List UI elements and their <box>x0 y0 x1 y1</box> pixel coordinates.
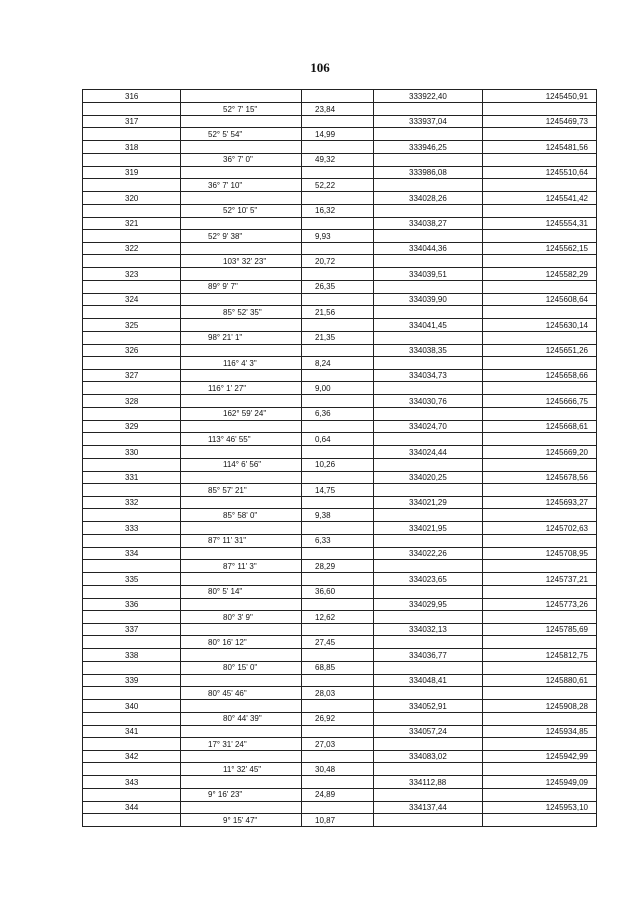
row-divider <box>83 242 596 243</box>
row-divider <box>83 712 596 713</box>
coordinate-x: 334021,95 <box>409 523 447 533</box>
coordinate-y: 1245481,56 <box>545 142 588 152</box>
row-divider <box>83 178 596 179</box>
row-divider <box>83 788 596 789</box>
segment-distance: 10,26 <box>315 460 336 470</box>
point-number: 331 <box>125 473 139 482</box>
bearing-angle: 103° 32' 23" <box>223 256 267 266</box>
row-divider <box>83 191 596 192</box>
row-divider <box>83 115 596 116</box>
coordinate-x: 334038,35 <box>409 346 447 355</box>
bearing-angle: 80° 16' 12" <box>208 637 247 647</box>
coordinate-x: 334112,88 <box>409 777 447 787</box>
row-divider <box>83 356 596 357</box>
coordinate-x: 334038,27 <box>409 219 447 228</box>
coordinate-x: 334057,24 <box>409 727 447 736</box>
point-number: 328 <box>125 396 139 406</box>
row-divider <box>83 217 596 218</box>
point-number: 343 <box>125 777 139 787</box>
row-divider <box>83 801 596 802</box>
point-number: 334 <box>125 549 139 559</box>
row-divider <box>83 432 596 433</box>
row-divider <box>83 293 596 294</box>
bearing-angle: 52° 5' 54" <box>208 129 243 139</box>
coordinate-y: 1245812,75 <box>545 650 588 660</box>
segment-distance: 52,22 <box>315 180 336 190</box>
coordinate-y: 1245582,29 <box>545 269 588 279</box>
point-number: 342 <box>125 752 139 762</box>
coordinate-x: 334048,41 <box>409 676 447 686</box>
coordinate-x: 334041,45 <box>409 320 447 330</box>
row-divider <box>83 102 596 103</box>
coordinate-x: 333946,25 <box>409 142 447 152</box>
segment-distance: 27,03 <box>315 739 336 749</box>
row-divider <box>83 725 596 726</box>
coordinate-x: 334039,51 <box>409 269 447 279</box>
coordinate-x: 334022,26 <box>409 549 447 559</box>
row-divider <box>83 610 596 611</box>
segment-distance: 28,03 <box>315 688 336 698</box>
row-divider <box>83 331 596 332</box>
coordinate-y: 1245785,69 <box>545 625 588 635</box>
coordinate-y: 1245934,85 <box>545 727 588 736</box>
coordinate-y: 1245658,66 <box>545 371 588 381</box>
coordinate-x: 333922,40 <box>409 92 447 101</box>
coordinate-y: 1245510,64 <box>545 168 588 178</box>
coordinate-y: 1245678,56 <box>545 473 588 482</box>
row-divider <box>83 775 596 776</box>
coordinate-y: 1245669,20 <box>545 447 588 457</box>
point-number: 320 <box>125 193 139 203</box>
point-number: 318 <box>125 142 139 152</box>
segment-distance: 26,92 <box>315 714 336 724</box>
row-divider <box>83 661 596 662</box>
segment-distance: 6,33 <box>315 536 331 546</box>
point-number: 336 <box>125 600 139 609</box>
point-number: 333 <box>125 523 139 533</box>
coordinate-y: 1245651,26 <box>545 346 588 355</box>
bearing-angle: 80° 44' 39" <box>223 714 262 724</box>
segment-distance: 28,29 <box>315 561 336 571</box>
row-divider <box>83 369 596 370</box>
row-divider <box>83 534 596 535</box>
row-divider <box>83 813 596 814</box>
row-divider <box>83 407 596 408</box>
point-number: 339 <box>125 676 139 686</box>
row-divider <box>83 699 596 700</box>
bearing-angle: 113° 46' 55" <box>208 434 251 444</box>
point-number: 341 <box>125 727 139 736</box>
point-number: 340 <box>125 701 139 711</box>
point-number: 326 <box>125 346 139 355</box>
point-number: 325 <box>125 320 139 330</box>
point-number: 322 <box>125 244 139 254</box>
segment-distance: 10,87 <box>315 815 336 825</box>
coordinate-x: 334028,26 <box>409 193 447 203</box>
segment-distance: 24,89 <box>315 790 336 800</box>
point-number: 327 <box>125 371 139 381</box>
segment-distance: 8,24 <box>315 358 331 368</box>
coordinate-y: 1245562,15 <box>545 244 588 254</box>
row-divider <box>83 737 596 738</box>
bearing-angle: 9° 16' 23" <box>208 790 243 800</box>
point-number: 316 <box>125 92 139 101</box>
coordinate-y: 1245450,91 <box>545 92 588 101</box>
row-divider <box>83 140 596 141</box>
segment-distance: 36,60 <box>315 587 336 597</box>
point-number: 344 <box>125 803 139 813</box>
coordinate-y: 1245469,73 <box>545 117 588 127</box>
bearing-angle: 162° 59' 24" <box>223 409 267 419</box>
row-divider <box>83 508 596 509</box>
coordinate-x: 334137,44 <box>409 803 447 813</box>
segment-distance: 9,00 <box>315 383 331 393</box>
row-divider <box>83 458 596 459</box>
point-number: 338 <box>125 650 139 660</box>
row-divider <box>83 648 596 649</box>
point-number: 323 <box>125 269 139 279</box>
bearing-angle: 116° 1' 27" <box>208 383 247 393</box>
row-divider <box>83 127 596 128</box>
row-divider <box>83 471 596 472</box>
point-number: 335 <box>125 574 139 584</box>
bearing-angle: 52° 9' 38" <box>208 231 243 241</box>
coordinate-y: 1245953,10 <box>545 803 588 813</box>
row-divider <box>83 153 596 154</box>
point-number: 321 <box>125 219 139 228</box>
row-divider <box>83 381 596 382</box>
bearing-angle: 80° 15' 0" <box>223 663 258 673</box>
segment-distance: 6,36 <box>315 409 331 419</box>
bearing-angle: 9° 15' 47" <box>223 815 258 825</box>
row-divider <box>83 598 596 599</box>
segment-distance: 20,72 <box>315 256 336 266</box>
row-divider <box>83 394 596 395</box>
bearing-angle: 80° 45' 46" <box>208 688 247 698</box>
row-divider <box>83 496 596 497</box>
coordinate-y: 1245666,75 <box>545 396 588 406</box>
coordinate-x: 334024,70 <box>409 422 447 432</box>
point-number: 330 <box>125 447 139 457</box>
point-number: 324 <box>125 295 139 305</box>
row-divider <box>83 585 596 586</box>
segment-distance: 49,32 <box>315 155 336 165</box>
point-number: 337 <box>125 625 139 635</box>
coordinate-x: 334039,90 <box>409 295 447 305</box>
bearing-angle: 80° 3' 9" <box>223 612 253 622</box>
coordinate-y: 1245942,99 <box>545 752 588 762</box>
bearing-angle: 87° 11' 3" <box>223 561 257 571</box>
bearing-angle: 89° 9' 7" <box>208 282 238 292</box>
row-divider <box>83 229 596 230</box>
segment-distance: 26,35 <box>315 282 336 292</box>
bearing-angle: 85° 52' 35" <box>223 307 262 317</box>
coordinate-y: 1245737,21 <box>545 574 588 584</box>
bearing-angle: 17° 31' 24" <box>208 739 247 749</box>
bearing-angle: 36° 7' 0" <box>223 155 253 165</box>
segment-distance: 16,32 <box>315 206 336 216</box>
coordinate-x: 333986,08 <box>409 168 447 178</box>
segment-distance: 68,85 <box>315 663 336 673</box>
point-number: 317 <box>125 117 139 127</box>
row-divider <box>83 762 596 763</box>
row-divider <box>83 267 596 268</box>
bearing-angle: 36° 7' 10" <box>208 180 243 190</box>
coordinate-y: 1245693,27 <box>545 498 588 508</box>
bearing-angle: 85° 58' 0" <box>223 510 258 520</box>
row-divider <box>83 280 596 281</box>
segment-distance: 12,62 <box>315 612 336 622</box>
bearing-angle: 114° 6' 56" <box>223 460 262 470</box>
bearing-angle: 98° 21' 1" <box>208 333 243 343</box>
row-divider <box>83 547 596 548</box>
coordinate-x: 334023,65 <box>409 574 447 584</box>
coordinate-y: 1245949,09 <box>545 777 588 787</box>
row-divider <box>83 420 596 421</box>
point-number: 319 <box>125 168 139 178</box>
coordinate-y: 1245668,61 <box>545 422 588 432</box>
coordinate-x: 333937,04 <box>409 117 447 127</box>
row-divider <box>83 305 596 306</box>
coordinate-x: 334034,73 <box>409 371 447 381</box>
row-divider <box>83 686 596 687</box>
row-divider <box>83 166 596 167</box>
bearing-angle: 11° 32' 45" <box>223 764 262 774</box>
bearing-angle: 87° 11' 31" <box>208 536 247 546</box>
segment-distance: 21,35 <box>315 333 336 343</box>
coordinate-y: 1245773,26 <box>545 600 588 609</box>
coordinate-y: 1245630,14 <box>545 320 588 330</box>
row-divider <box>83 559 596 560</box>
bearing-angle: 116° 4' 3" <box>223 358 257 368</box>
coordinate-x: 334044,36 <box>409 244 447 254</box>
row-divider <box>83 344 596 345</box>
row-divider <box>83 483 596 484</box>
coordinate-x: 334030,76 <box>409 396 447 406</box>
segment-distance: 14,99 <box>315 129 336 139</box>
row-divider <box>83 635 596 636</box>
segment-distance: 30,48 <box>315 764 336 774</box>
segment-distance: 9,93 <box>315 231 331 241</box>
segment-distance: 14,75 <box>315 485 336 495</box>
coordinate-x: 334020,25 <box>409 473 447 482</box>
coordinate-x: 334036,77 <box>409 650 447 660</box>
bearing-angle: 80° 5' 14" <box>208 587 243 597</box>
page-number: 106 <box>310 60 330 75</box>
segment-distance: 21,56 <box>315 307 336 317</box>
bearing-angle: 52° 7' 15" <box>223 104 258 114</box>
coordinate-y: 1245702,63 <box>545 523 588 533</box>
row-divider <box>83 445 596 446</box>
row-divider <box>83 750 596 751</box>
row-divider <box>83 674 596 675</box>
coordinate-x: 334083,02 <box>409 752 447 762</box>
segment-distance: 27,45 <box>315 637 336 647</box>
segment-distance: 9,38 <box>315 510 331 520</box>
coordinate-y: 1245908,28 <box>545 701 588 711</box>
coordinate-x: 334029,95 <box>409 600 447 609</box>
row-divider <box>83 572 596 573</box>
segment-distance: 0,64 <box>315 434 331 444</box>
coordinate-x: 334032,13 <box>409 625 447 635</box>
coordinate-x: 334052,91 <box>409 701 447 711</box>
coordinate-y: 1245541,42 <box>545 193 588 203</box>
row-divider <box>83 521 596 522</box>
bearing-angle: 85° 57' 21" <box>208 485 247 495</box>
coordinate-y: 1245880,61 <box>545 676 588 686</box>
coordinate-y: 1245554,31 <box>545 219 588 228</box>
row-divider <box>83 318 596 319</box>
segment-distance: 23,84 <box>315 104 336 114</box>
coordinate-y: 1245608,64 <box>545 295 588 305</box>
coordinate-x: 334021,29 <box>409 498 447 508</box>
row-divider <box>83 254 596 255</box>
row-divider <box>83 204 596 205</box>
coordinate-y: 1245708,95 <box>545 549 588 559</box>
point-number: 329 <box>125 422 139 432</box>
bearing-angle: 52° 10' 5" <box>223 206 258 216</box>
point-number: 332 <box>125 498 139 508</box>
row-divider <box>83 623 596 624</box>
coordinates-table <box>82 89 597 827</box>
coordinate-x: 334024,44 <box>409 447 447 457</box>
